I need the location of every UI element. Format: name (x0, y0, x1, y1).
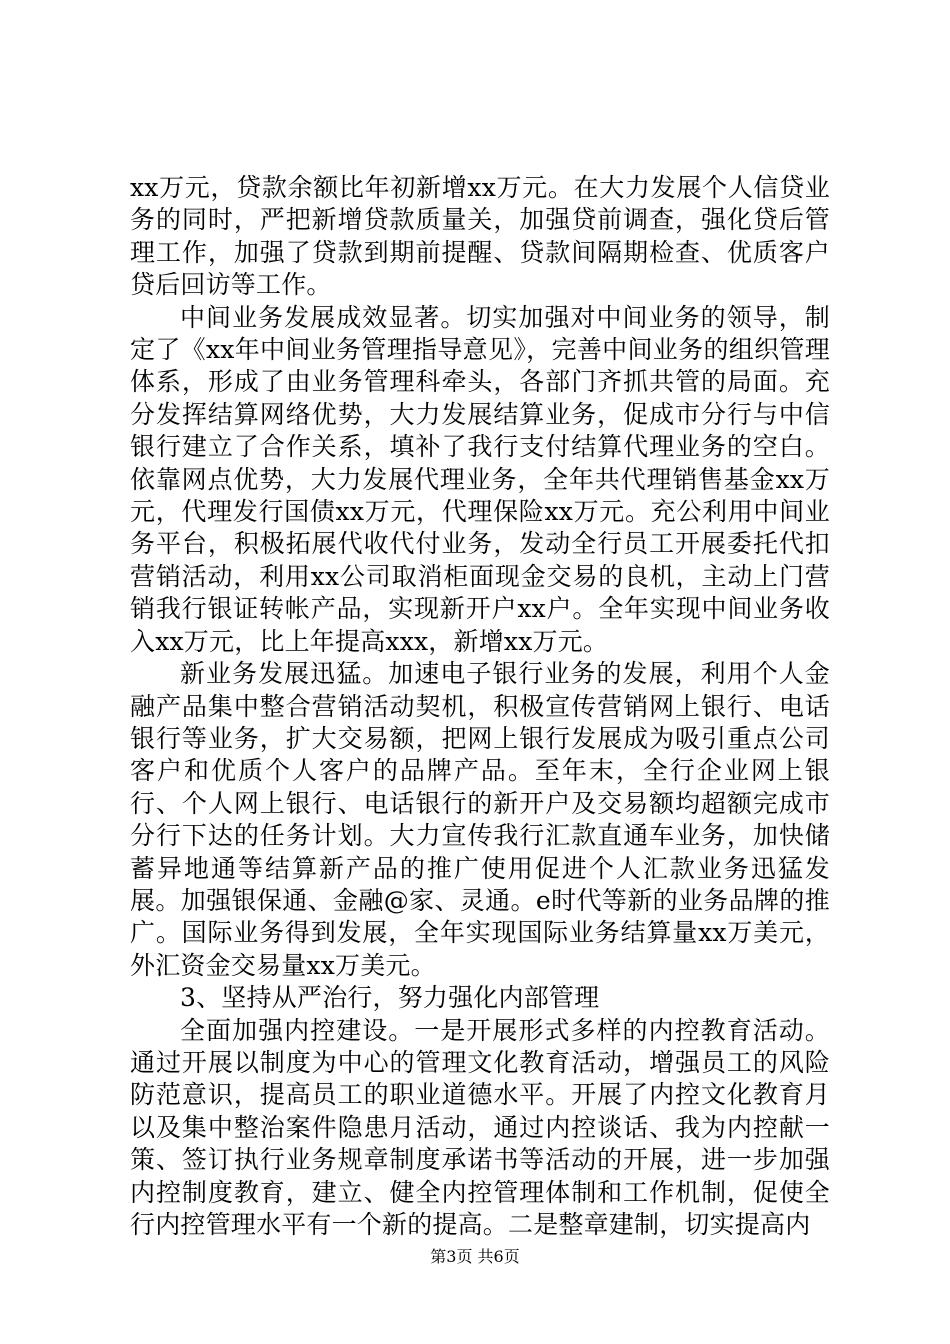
paragraph-3: 新业务发展迅猛。加速电子银行业务的发展，利用个人金融产品集中整合营销活动契机，积极宣传营销网上银行、电话银行等业务，扩大交易额，把网上银行发展成为吸引重点公司客户和优质个人客户的品牌产品。至年末，全行企业网上银行、个人网上银行、电话银行的新开户及交易额均超额完成市分行下达的任务计划。大力宣传我行汇款直通车业务，加快储蓄异地通等结算新产品的推广使用促进个人汇款业务迅猛发展。加强银保通、金融@家、灵通。e时代等新的业务品牌的推广。国际业务得到发展，全年实现国际业务结算量xx万美元，外汇资金交易量xx万美元。 (130, 659, 830, 980)
paragraph-1: xx万元，贷款余额比年初新增xx万元。在大力发展个人信贷业务的同时，严把新增贷款质量关，加强贷前调查，强化贷后管理工作，加强了贷款到期前提醒、贷款间隔期检查、优质客户贷后回访等工作。 (130, 173, 830, 300)
section-heading: 3、坚持从严治行，努力强化内部管理 (180, 983, 600, 1013)
page-footer: 第3页 共6页 (430, 1247, 520, 1266)
paragraph-2: 中间业务发展成效显著。切实加强对中间业务的领导，制定了《xx年中间业务管理指导意见》，完善中间业务的组织管理体系，形成了由业务管理科牵头，各部门齐抓共管的局面。充分发挥结算网络优势，大力发展结算业务，促成市分行与中信银行建立了合作关系，填补了我行支付结算代理业务的空白。依靠网点优势，大力发展代理业务，全年共代理销售基金xx万元，代理发行国债xx万元，代理保险xx万元。充公利用中间业务平台，积极拓展代收代付业务，发动全行员工开展委托代扣营销活动，利用xx公司取消柜面现金交易的良机，主动上门营销我行银证转帐产品，实现新开户xx户。全年实现中间业务收入xx万元，比上年提高xxx，新增xx万元。 (130, 302, 830, 656)
document-body (130, 172, 830, 1241)
paragraph-5: 全面加强内控建设。一是开展形式多样的内控教育活动。通过开展以制度为中心的管理文化教育活动，增强员工的风险防范意识，提高员工的职业道德水平。开展了内控文化教育月以及集中整治案件隐患月活动，通过内控谈话、我为内控献一策、签订执行业务规章制度承诺书等活动的开展，进一步加强内控制度教育，建立、健全内控管理体制和工作机制，促使全行内控管理水平有一个新的提高。二是整章建制，切实提高内 (130, 1015, 830, 1239)
